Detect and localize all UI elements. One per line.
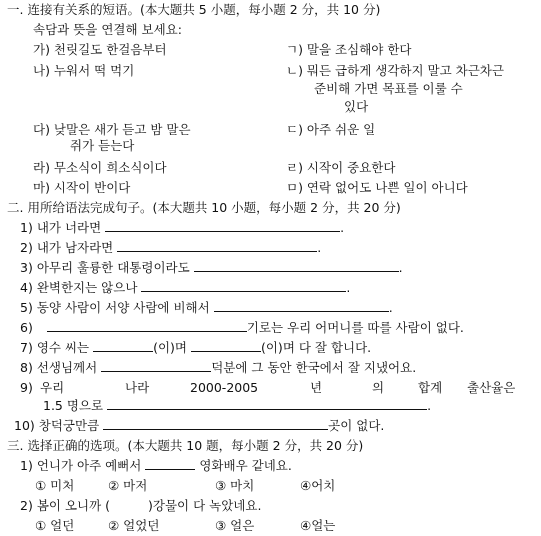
s3-q1-option-3[interactable]: ③ 마치 xyxy=(215,478,255,493)
answer-blank[interactable] xyxy=(194,260,399,272)
question-number: 7) xyxy=(20,340,33,355)
section1-instruction: 속담과 뜻을 연결해 보세요: xyxy=(33,22,182,37)
s3-q2-option-2[interactable]: ② 얼었던 xyxy=(108,518,160,533)
question-number: 5) xyxy=(20,300,33,315)
question-number: 4) xyxy=(20,280,33,295)
section1-header: 一. 连接有关系的短语。(本大题共 5 小题，每小题 2 分，共 10 分) xyxy=(7,2,381,17)
answer-blank[interactable] xyxy=(47,320,247,332)
question-text: 내가 남자라면 xyxy=(36,240,114,255)
s2-q3: 3) 아무리 훌륭한 대통령이라도 . xyxy=(20,260,403,275)
question-text: 기로는 우리 어머니를 따를 사람이 없다. xyxy=(246,320,464,335)
s2-q9-line1: 9) 우리 나라 2000-2005 년 의 합계 출산율은 xyxy=(20,380,516,395)
s2-q2: 2) 내가 남자라면 . xyxy=(20,240,322,255)
right-item-nieun: ㄴ) 뭐든 급하게 생각하지 말고 차근차근 xyxy=(286,63,504,78)
answer-blank[interactable] xyxy=(214,300,389,312)
right-item-giyeok: ㄱ) 말을 조심해야 한다 xyxy=(286,42,412,57)
question-number: 9) xyxy=(20,380,33,395)
s3-q1: 1) 언니가 아주 예뻐서 영화배우 같네요. xyxy=(20,458,292,473)
answer-blank[interactable] xyxy=(105,220,340,232)
question-text: 내가 너라면 xyxy=(36,220,102,235)
section3-header: 三. 选择正确的选项。(本大题共 10 题，每小题 2 分，共 20 分) xyxy=(7,438,364,453)
left-item-na: 나) 누워서 떡 먹기 xyxy=(33,63,135,78)
s2-q8: 8) 선생님께서 덕분에 그 동안 한국에서 잘 지냈어요. xyxy=(20,360,417,375)
question-number: 8) xyxy=(20,360,33,375)
s3-q1-option-2[interactable]: ② 마저 xyxy=(108,478,148,493)
s3-q2-option-1[interactable]: ① 얼던 xyxy=(35,518,75,533)
left-item-ma: 마) 시작이 반이다 xyxy=(33,180,131,195)
section2-header: 二. 用所给语法完成句子。(本大题共 10 小题，每小题 2 分，共 20 分) xyxy=(7,200,401,215)
question-number: 10) xyxy=(14,418,35,433)
right-item-digeut: ㄷ) 아주 쉬운 일 xyxy=(286,122,376,137)
left-item-ga: 가) 천릿길도 한걸음부터 xyxy=(33,42,167,57)
s2-q1: 1) 내가 너라면 . xyxy=(20,220,345,235)
s3-q2-option-3[interactable]: ③ 얼은 xyxy=(215,518,255,533)
question-number: 1) xyxy=(20,220,33,235)
right-item-nieun-cont2: 있다 xyxy=(344,99,369,114)
question-number: 6) xyxy=(20,320,33,335)
s2-q7: 7) 영수 씨는 (이)며 (이)며 다 잘 합니다. xyxy=(20,340,372,355)
question-number: 1) xyxy=(20,458,33,473)
question-text: 창덕궁만큼 xyxy=(38,418,100,433)
left-item-ra: 라) 무소식이 희소식이다 xyxy=(33,160,167,175)
question-number: 2) xyxy=(20,240,33,255)
answer-blank[interactable] xyxy=(103,418,328,430)
s2-q9-line2: 1.5 명으로 . xyxy=(43,398,432,413)
s3-q1-option-1[interactable]: ① 미처 xyxy=(35,478,75,493)
question-text: 언니가 아주 예뻐서 xyxy=(36,458,142,473)
question-number: 2) xyxy=(20,498,33,513)
question-text: 봄이 오니까 ( xyxy=(36,498,111,513)
answer-blank[interactable] xyxy=(117,240,317,252)
s2-q10: 10) 창덕궁만큼 곳이 없다. xyxy=(14,418,385,433)
question-text: 동양 사람이 서양 사람에 비해서 xyxy=(36,300,210,315)
answer-blank[interactable] xyxy=(145,458,195,470)
answer-blank[interactable] xyxy=(93,340,153,352)
right-item-rieul: ㄹ) 시작이 중요한다 xyxy=(286,160,396,175)
question-text: 완벽한지는 않으나 xyxy=(36,280,138,295)
s2-q6 xyxy=(20,320,464,336)
answer-blank[interactable] xyxy=(141,280,346,292)
answer-blank[interactable] xyxy=(101,360,211,372)
s2-q5: 5) 동양 사람이 서양 사람에 비해서 . xyxy=(20,300,393,315)
question-text: 아무리 훌륭한 대통령이라도 xyxy=(36,260,190,275)
left-item-da-cont: 쥐가 듣는다 xyxy=(70,138,135,153)
answer-blank[interactable] xyxy=(107,398,427,410)
answer-blank-2[interactable] xyxy=(191,340,261,352)
question-text: 선생님께서 xyxy=(36,360,98,375)
question-text: 영수 씨는 xyxy=(36,340,90,355)
right-item-mieum: ㅁ) 연락 없어도 나쁜 일이 아니다 xyxy=(286,180,468,195)
left-item-da: 다) 낮말은 새가 듣고 밤 말은 xyxy=(33,122,191,137)
s3-q2: 2) 봄이 오니까 ( )강물이 다 녹았네요. xyxy=(20,498,262,513)
s3-q1-option-4[interactable]: ④어치 xyxy=(300,478,336,493)
right-item-nieun-cont: 준비해 가면 목표를 이룰 수 xyxy=(314,81,463,96)
question-number: 3) xyxy=(20,260,33,275)
s3-q2-option-4[interactable]: ④얼는 xyxy=(300,518,336,533)
s2-q4: 4) 완벽한지는 않으나 . xyxy=(20,280,351,295)
